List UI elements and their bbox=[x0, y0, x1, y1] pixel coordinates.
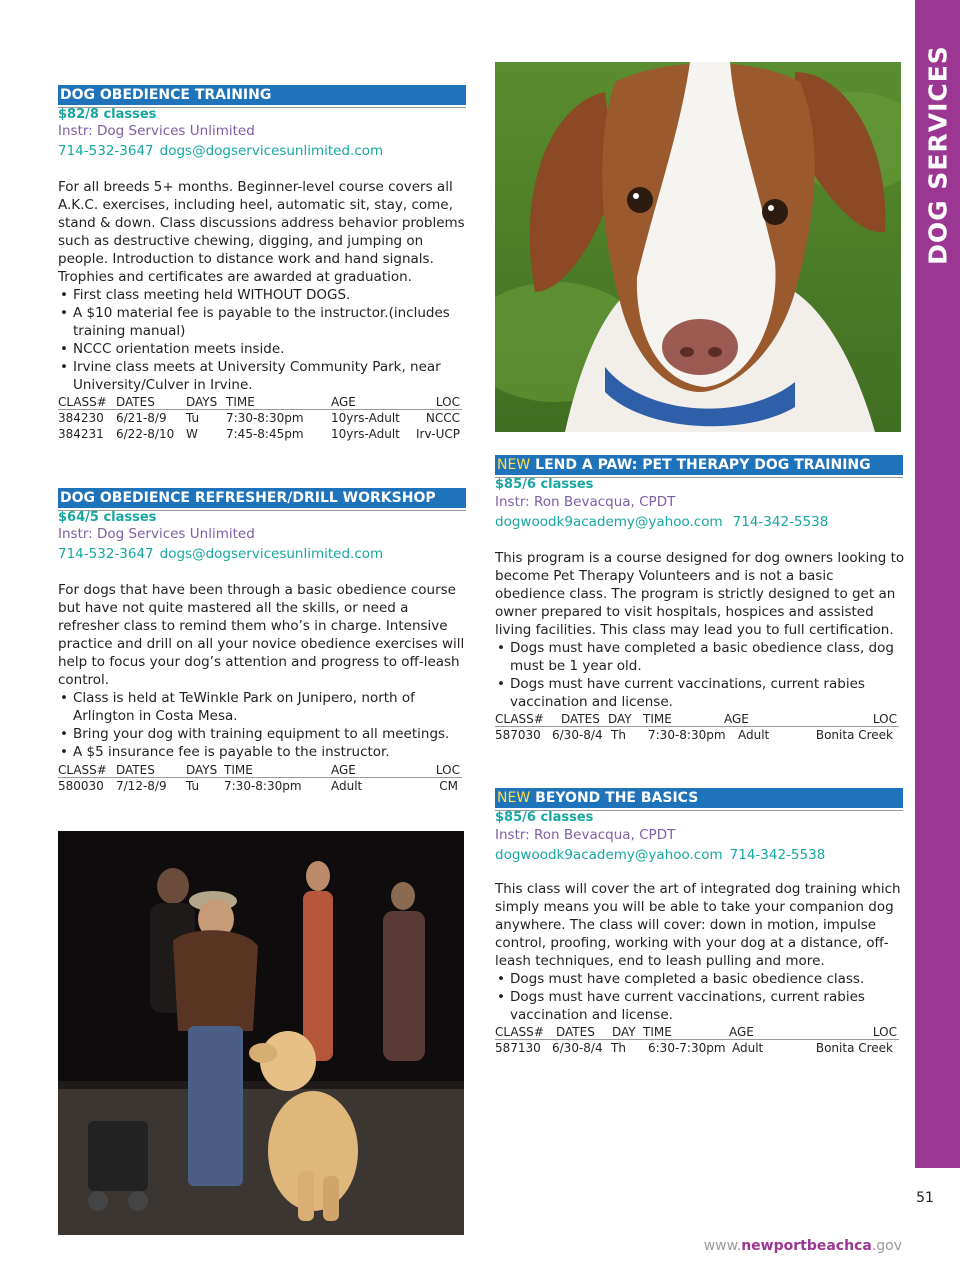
list-item: • Dogs must have current vaccinations, current rabies vaccination and license. bbox=[495, 988, 907, 1024]
col-time: TIME bbox=[226, 395, 255, 409]
col-day: DAY bbox=[612, 1025, 636, 1039]
col-days: DAYS bbox=[186, 395, 218, 409]
contact-line bbox=[495, 513, 834, 531]
cell-time: 7:30-8:30pm bbox=[648, 728, 726, 742]
site-url-link[interactable]: www.newportbeachca.gov bbox=[703, 1238, 902, 1254]
description-text: This class will cover the art of integrated dog training which simply means you will be able to take your companion dog anywhere. The class will cover: down in motion, impulse control, proofing, working with your dog at a distance, off-leash techniques, end to leash pulling and more. bbox=[495, 881, 901, 969]
email-link[interactable]: dogs@dogservicesunlimited.com bbox=[159, 546, 384, 562]
cell-dates: 6/22-8/10 bbox=[116, 427, 175, 441]
class-table bbox=[495, 1024, 899, 1056]
cell-age: 10yrs-Adult bbox=[331, 411, 400, 425]
cell-loc: Irv-UCP bbox=[416, 427, 460, 441]
cell-dates: 7/12-8/9 bbox=[116, 779, 167, 793]
list-item: • Class is held at TeWinkle Park on Junipero, north of Arlington in Costa Mesa. bbox=[58, 689, 470, 725]
list-item: • A $5 insurance fee is payable to the instructor. bbox=[58, 743, 470, 761]
col-age: AGE bbox=[724, 712, 749, 726]
list-item: • Dogs must have completed a basic obedience class. bbox=[495, 970, 907, 988]
instructor: Instr: Ron Bevacqua, CPDT bbox=[495, 494, 676, 510]
col-day: DAY bbox=[608, 712, 632, 726]
col-class: CLASS# bbox=[495, 712, 544, 726]
cell-loc: NCCC bbox=[425, 411, 460, 425]
cell-time: 6:30-7:30pm bbox=[648, 1041, 726, 1055]
section-title-obedience-training: DOG OBEDIENCE TRAINING bbox=[58, 85, 466, 105]
contact-line bbox=[58, 545, 389, 563]
cell-age: Adult bbox=[738, 728, 770, 742]
phone: 714-532-3647 bbox=[58, 546, 154, 562]
cell-class: 384230 bbox=[58, 411, 104, 425]
bullet-list bbox=[58, 286, 468, 394]
instructor: Instr: Dog Services Unlimited bbox=[58, 526, 255, 542]
table-row bbox=[58, 410, 462, 426]
description bbox=[495, 549, 905, 711]
col-age: AGE bbox=[331, 763, 356, 777]
col-loc: LOC bbox=[872, 712, 897, 726]
cell-days: Tu bbox=[186, 411, 200, 425]
table-row bbox=[495, 727, 899, 743]
email-link[interactable]: dogs@dogservicesunlimited.com bbox=[159, 143, 384, 159]
cell-age: 10yrs-Adult bbox=[331, 427, 400, 441]
email-link[interactable]: dogwoodk9academy@yahoo.com bbox=[495, 514, 723, 530]
bullet-list bbox=[58, 689, 470, 761]
cell-time: 7:45-8:45pm bbox=[226, 427, 304, 441]
list-item: • Irvine class meets at University Community Park, near University/Culver in Irvine. bbox=[58, 358, 468, 394]
cell-time: 7:30-8:30pm bbox=[224, 779, 302, 793]
table-row bbox=[58, 778, 462, 794]
bullet-list bbox=[495, 639, 905, 711]
fee: $64/5 classes bbox=[58, 510, 157, 525]
col-dates: DATES bbox=[116, 763, 155, 777]
phone: 714-342-5538 bbox=[729, 847, 826, 863]
fee: $85/6 classes bbox=[495, 477, 594, 492]
col-loc: LOC bbox=[872, 1025, 897, 1039]
description bbox=[58, 581, 470, 761]
col-dates: DATES bbox=[561, 712, 600, 726]
list-item: • Bring your dog with training equipment to all meetings. bbox=[58, 725, 470, 743]
col-loc: LOC bbox=[435, 395, 460, 409]
list-item: • First class meeting held WITHOUT DOGS. bbox=[58, 286, 468, 304]
fee: $85/6 classes bbox=[495, 810, 594, 825]
instructor: Instr: Ron Bevacqua, CPDT bbox=[495, 827, 676, 843]
dog-portrait-photo bbox=[495, 62, 901, 432]
table-header bbox=[495, 711, 899, 727]
cell-class: 587130 bbox=[495, 1041, 541, 1055]
contact-line bbox=[495, 846, 831, 864]
description-text: For dogs that have been through a basic obedience course but have not quite mastered all the skills, or need a refresher class to remind them who’s in charge. Intensive practice and drill on all your novice obedience exercises will help to focus your dog’s attention and progress to off-leash control. bbox=[58, 582, 465, 688]
cell-loc: CM bbox=[439, 779, 458, 793]
class-table bbox=[58, 762, 462, 794]
cell-age: Adult bbox=[732, 1041, 764, 1055]
cell-class: 580030 bbox=[58, 779, 104, 793]
col-time: TIME bbox=[643, 712, 672, 726]
cell-dates: 6/30-8/4 bbox=[552, 728, 603, 742]
cell-class: 587030 bbox=[495, 728, 541, 742]
section-title-refresher-workshop: DOG OBEDIENCE REFRESHER/DRILL WORKSHOP bbox=[58, 488, 466, 508]
description bbox=[58, 178, 468, 394]
bullet-list bbox=[495, 970, 907, 1024]
table-header bbox=[58, 394, 462, 410]
class-table bbox=[58, 394, 462, 442]
section-title-beyond-basics: NEW BEYOND THE BASICS bbox=[495, 788, 903, 808]
cell-day: Th bbox=[611, 728, 626, 742]
cell-days: W bbox=[186, 427, 198, 441]
cell-day: Th bbox=[611, 1041, 626, 1055]
col-class: CLASS# bbox=[58, 395, 107, 409]
col-dates: DATES bbox=[556, 1025, 595, 1039]
description-text: For all breeds 5+ months. Beginner-level course covers all A.K.C. exercises, including heel, automatic sit, stay, come, stand & down. Class discussions address behavior problems such as destructive chewing, digging, and jumping on people. Introduction to distance work and hand signals. Trophies and certificates are awarded at graduation. bbox=[58, 179, 465, 285]
instructor: Instr: Dog Services Unlimited bbox=[58, 123, 255, 139]
table-header bbox=[495, 1024, 899, 1040]
description-text: This program is a course designed for dog owners looking to become Pet Therapy Volunteers and is not a basic obedience class. The program is strictly designed to get an owner prepared to visit hospitals, hospices and assisted living facilities. This class may lead you to full certification. bbox=[495, 550, 905, 638]
cell-loc: Bonita Creek bbox=[815, 1041, 893, 1055]
cell-dates: 6/30-8/4 bbox=[552, 1041, 603, 1055]
cell-time: 7:30-8:30pm bbox=[226, 411, 304, 425]
phone: 714-532-3647 bbox=[58, 143, 154, 159]
description bbox=[495, 880, 907, 1024]
class-table bbox=[495, 711, 899, 743]
col-time: TIME bbox=[643, 1025, 672, 1039]
training-class-photo bbox=[58, 831, 464, 1235]
phone: 714-342-5538 bbox=[732, 514, 829, 530]
col-class: CLASS# bbox=[495, 1025, 544, 1039]
table-row bbox=[58, 426, 462, 442]
new-badge: NEW bbox=[497, 790, 531, 806]
email-link[interactable]: dogwoodk9academy@yahoo.com bbox=[495, 847, 723, 863]
cell-loc: Bonita Creek bbox=[815, 728, 893, 742]
fee: $82/8 classes bbox=[58, 107, 157, 122]
col-class: CLASS# bbox=[58, 763, 107, 777]
table-row bbox=[495, 1040, 899, 1056]
col-time: TIME bbox=[224, 763, 253, 777]
side-tab-label: DOG SERVICES bbox=[923, 45, 952, 265]
list-item: • A $10 material fee is payable to the instructor.(includes training manual) bbox=[58, 304, 468, 340]
cell-days: Tu bbox=[186, 779, 200, 793]
list-item: • Dogs must have current vaccinations, current rabies vaccination and license. bbox=[495, 675, 905, 711]
list-item: • Dogs must have completed a basic obedience class, dog must be 1 year old. bbox=[495, 639, 905, 675]
table-header bbox=[58, 762, 462, 778]
cell-class: 384231 bbox=[58, 427, 104, 441]
contact-line bbox=[58, 142, 389, 160]
col-days: DAYS bbox=[186, 763, 218, 777]
col-age: AGE bbox=[729, 1025, 754, 1039]
section-title-lend-a-paw: NEW LEND A PAW: PET THERAPY DOG TRAINING bbox=[495, 455, 903, 475]
col-age: AGE bbox=[331, 395, 356, 409]
cell-dates: 6/21-8/9 bbox=[116, 411, 167, 425]
new-badge: NEW bbox=[497, 457, 531, 473]
col-loc: LOC bbox=[435, 763, 460, 777]
cell-age: Adult bbox=[331, 779, 363, 793]
col-dates: DATES bbox=[116, 395, 155, 409]
list-item: • NCCC orientation meets inside. bbox=[58, 340, 468, 358]
page-number: 51 bbox=[916, 1190, 934, 1206]
